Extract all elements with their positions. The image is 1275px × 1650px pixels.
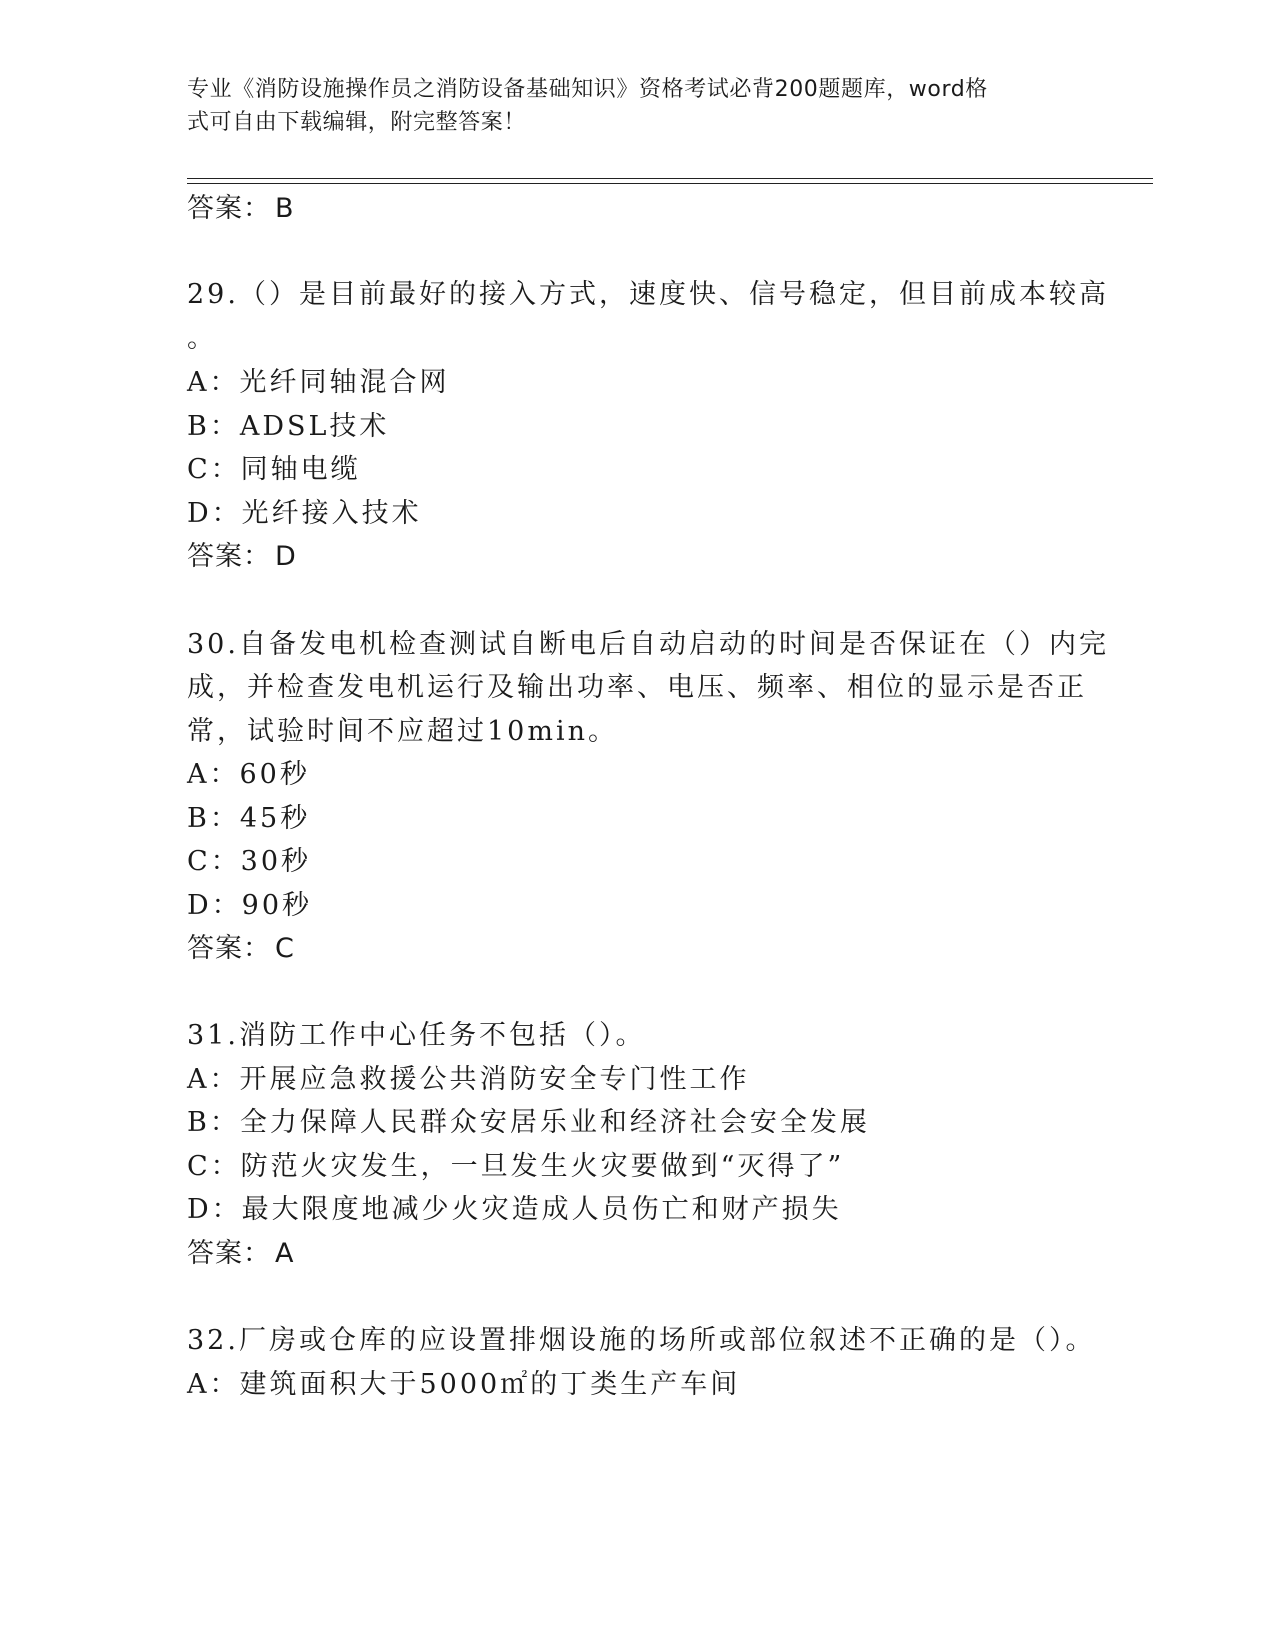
answer-label: 答案：	[187, 193, 271, 224]
question-31-answer	[187, 1231, 294, 1270]
question-31-option-c: C：防范火灾发生，一旦发生火灾要做到“灭得了”	[187, 1151, 845, 1182]
answer-value: D	[275, 541, 297, 572]
answer-value: B	[275, 193, 295, 224]
answer-value: C	[275, 933, 295, 964]
question-32-stem-1: 32.厂房或仓库的应设置排烟设施的场所或部位叙述不正确的是（）。	[187, 1325, 1096, 1356]
question-31-option-d: D：最大限度地减少火灾造成人员伤亡和财产损失	[187, 1194, 842, 1225]
question-30-option-c: C：30秒	[187, 846, 312, 877]
question-30-option-a: A：60秒	[187, 759, 310, 790]
question-29-option-b: B：ADSL技术	[187, 411, 390, 442]
answer-label: 答案：	[187, 541, 271, 572]
question-32-option-a: A：建筑面积大于5000㎡的丁类生产车间	[187, 1369, 741, 1400]
header-divider-bottom	[187, 183, 1153, 184]
answer-prev	[187, 186, 295, 225]
answer-label: 答案：	[187, 933, 271, 964]
question-31-option-b: B：全力保障人民群众安居乐业和经济社会安全发展	[187, 1107, 870, 1138]
header-line-2: 式可自由下载编辑，附完整答案！	[187, 110, 527, 135]
question-30-stem-3: 常，试验时间不应超过10min。	[187, 716, 618, 747]
question-30-option-d: D：90秒	[187, 890, 313, 921]
question-29-option-c: C：同轴电缆	[187, 454, 361, 485]
header-line-1: 专业《消防设施操作员之消防设备基础知识》资格考试必背200题题库，word格	[187, 77, 988, 102]
question-30-stem-2: 成，并检查发电机运行及输出功率、电压、频率、相位的显示是否正	[187, 672, 1087, 703]
document-header	[187, 73, 1087, 139]
question-29-answer	[187, 534, 297, 573]
header-divider-top	[187, 178, 1153, 179]
question-31-option-a: A：开展应急救援公共消防安全专门性工作	[187, 1064, 750, 1095]
question-30-option-b: B：45秒	[187, 803, 311, 834]
question-31-stem-1: 31.消防工作中心任务不包括（）。	[187, 1020, 646, 1051]
question-29-stem-2: 。	[187, 323, 217, 354]
question-30-stem-1: 30.自备发电机检查测试自断电后自动启动的时间是否保证在（）内完	[187, 629, 1109, 660]
question-29-stem-1: 29.（）是目前最好的接入方式，速度快、信号稳定，但目前成本较高	[187, 279, 1109, 310]
question-29-option-d: D：光纤接入技术	[187, 498, 422, 529]
question-30-answer	[187, 926, 295, 965]
question-29-option-a: A：光纤同轴混合网	[187, 367, 450, 398]
answer-label: 答案：	[187, 1238, 271, 1269]
answer-value: A	[275, 1238, 295, 1269]
